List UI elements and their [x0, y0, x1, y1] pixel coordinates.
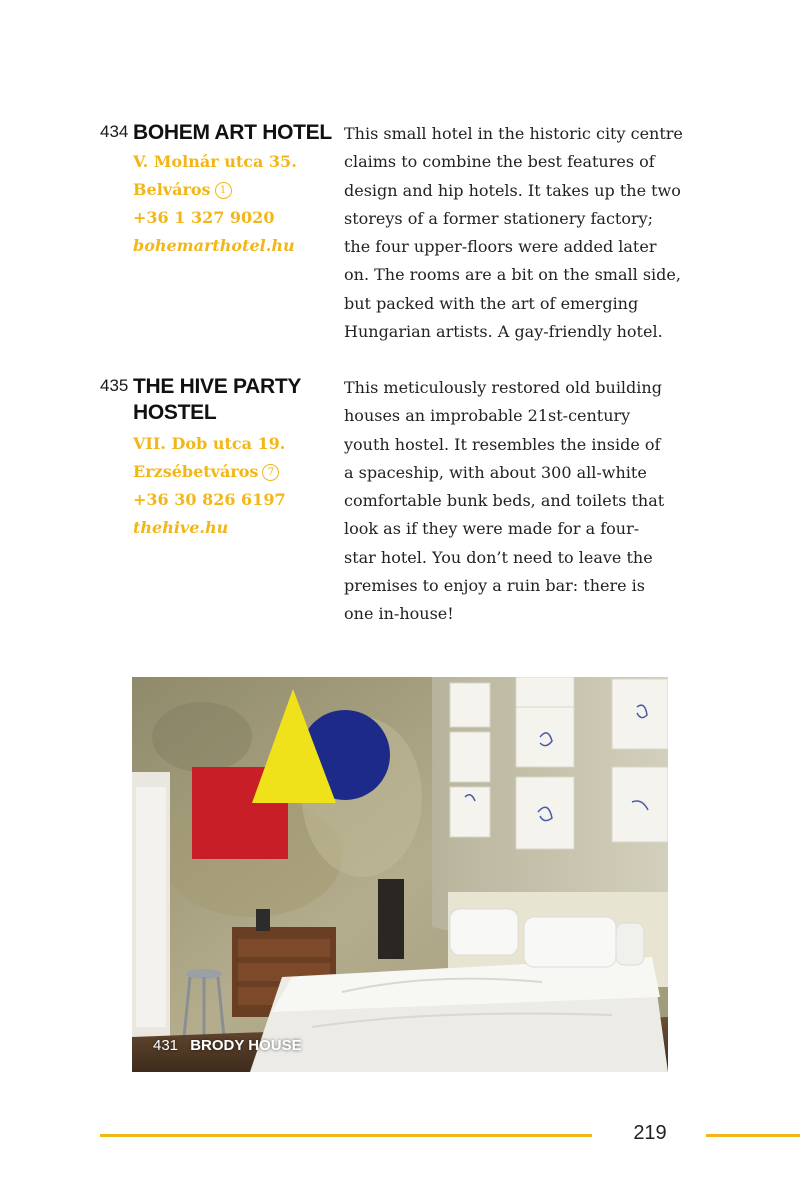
district-marker-icon: 1 [215, 182, 232, 199]
entry-description [344, 120, 706, 346]
description-line: look as if they were made for a four- [344, 519, 640, 539]
entry-phone: +36 30 826 6197 [133, 490, 286, 509]
page-number: 219 [633, 1122, 667, 1144]
entry-district-line [133, 176, 343, 204]
description-line: a spaceship, with about 300 all-white [344, 462, 647, 482]
entry-title-line: BOHEM ART HOTEL [133, 121, 332, 144]
entry-website-link[interactable]: thehive.hu [133, 518, 229, 537]
entry-district: Erzsébetváros [133, 462, 259, 481]
bedroom-illustration [132, 677, 668, 1072]
description-line: comfortable bunk beds, and toilets that [344, 491, 665, 511]
description-line: storeys of a former stationery factory; [344, 208, 654, 228]
description-line: one in-house! [344, 604, 454, 624]
entry-title-line: HOSTEL [133, 401, 217, 424]
description-line: claims to combine the best features of [344, 152, 655, 172]
description-line: the four upper-floors were added later [344, 237, 657, 257]
description-line: star hotel. You don’t need to leave the [344, 547, 653, 567]
description-line: This meticulously restored old building [344, 378, 662, 397]
entry-district-line [133, 458, 343, 486]
caption-title: BRODY HOUSE [190, 1037, 302, 1054]
entry-address: VII. Dob utca 19. [133, 434, 286, 453]
photo-caption [153, 1037, 302, 1054]
entry-number: 434 [100, 122, 129, 141]
entry-info [133, 430, 343, 542]
footer-rule-left [100, 1134, 592, 1137]
entry-info [133, 148, 343, 260]
entry-website-link[interactable]: bohemarthotel.hu [133, 236, 295, 255]
entry-district: Belváros [133, 180, 211, 199]
entry-title [133, 120, 343, 146]
description-line: houses an improbable 21st-century [344, 406, 631, 426]
entry-description [344, 374, 706, 629]
description-line: youth hostel. It resembles the inside of [344, 434, 661, 454]
description-line: on. The rooms are a bit on the small side, [344, 265, 681, 285]
footer-rule-right [706, 1134, 800, 1137]
description-line: This small hotel in the historic city centre [344, 124, 683, 143]
description-line: but packed with the art of emerging [344, 293, 639, 313]
description-line: design and hip hotels. It takes up the two [344, 180, 681, 200]
entry-phone: +36 1 327 9020 [133, 208, 275, 227]
hotel-entry-434 [100, 120, 710, 350]
hotel-room-photo [132, 677, 668, 1072]
entry-address: V. Molnár utca 35. [133, 152, 297, 171]
description-line: Hungarian artists. A gay-friendly hotel. [344, 322, 663, 342]
description-line: premises to enjoy a ruin bar: there is [344, 576, 645, 596]
caption-number: 431 [153, 1037, 179, 1054]
entry-number: 435 [100, 376, 129, 395]
entry-title [133, 374, 343, 426]
entry-title-line: THE HIVE PARTY [133, 375, 302, 398]
hotel-entry-435 [100, 374, 710, 634]
district-marker-icon: 7 [262, 464, 279, 481]
